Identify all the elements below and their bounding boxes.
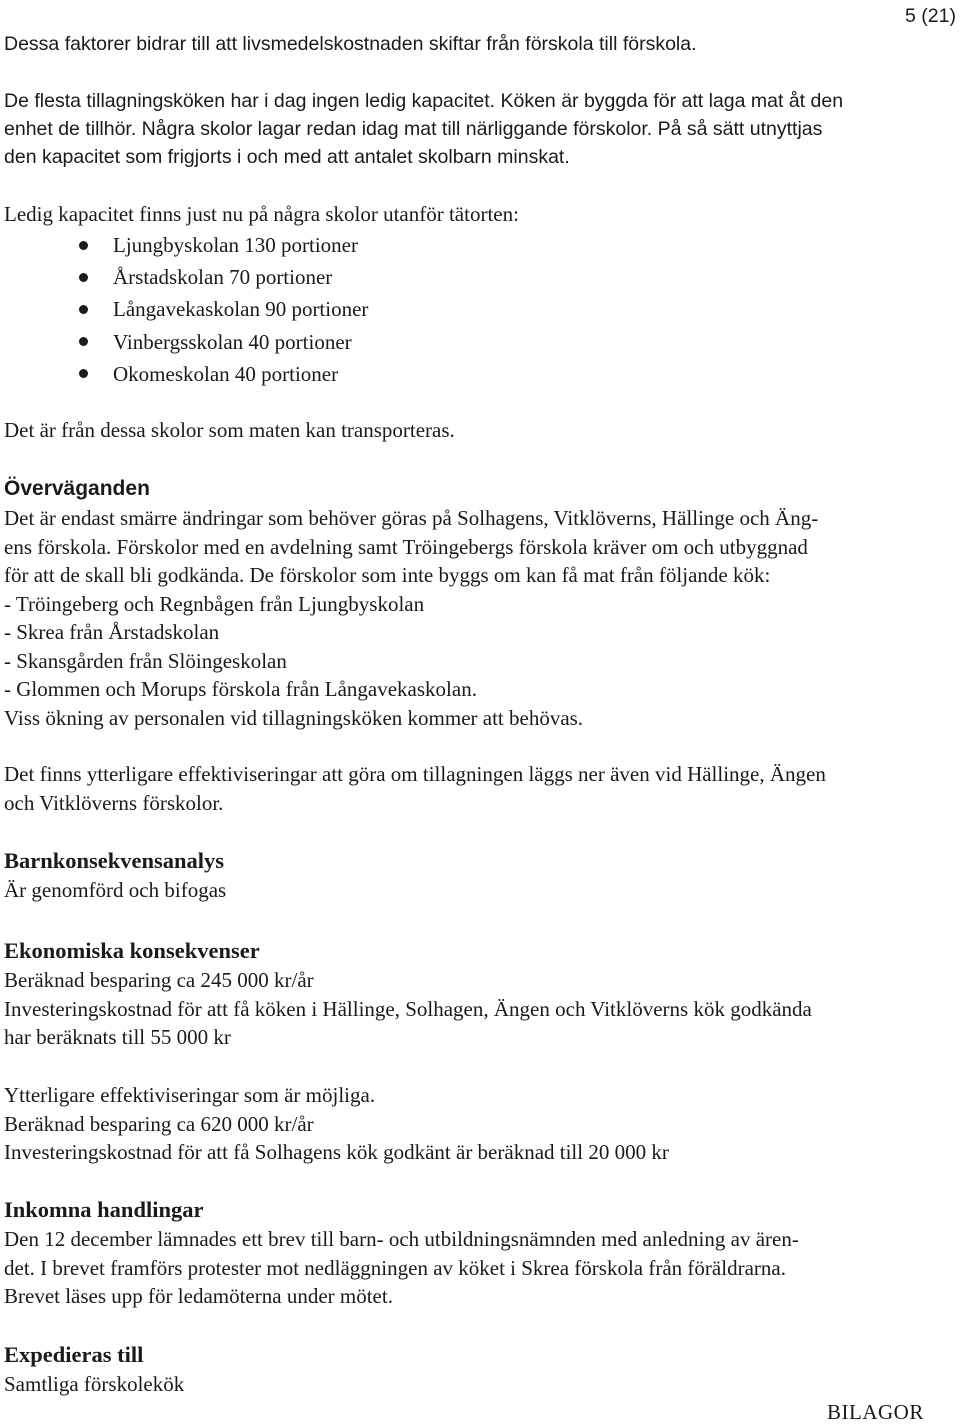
economic-line: Investeringskostnad för att få Solhagens kök godkänt är beräknad till 20 000 kr [4,1140,669,1164]
list-item [0,293,952,325]
list-item [0,229,952,261]
efficiency-line: Det finns ytterligare effektiviseringar att göra om tillagningen läggs ner även vid Hällinge, Ängen [4,762,826,786]
economic-body-a [4,966,952,1052]
child-impact-heading: Barnkonsekvensanalys [4,848,225,873]
efficiency-line: och Vitklöverns förskolor. [4,790,224,815]
considerations-body [4,504,952,732]
considerations-line: Det är endast smärre ändringar som behöver göras på Solhagens, Vitklöverns, Hällinge och Äng- [4,506,819,530]
dispatch-text: Samtliga förskolekök [4,1372,185,1396]
bullet-icon [79,305,88,314]
list-item [0,261,952,293]
economic-line: Beräknad besparing ca 620 000 kr/år [4,1111,314,1136]
considerations-line: - Skansgården från Slöingeskolan [4,648,287,673]
school-label: Okomeskolan 40 portioner [113,361,339,386]
school-label: Vinbergsskolan 40 portioner [113,329,352,354]
considerations-line: ens förskola. Förskolor med en avdelning samt Tröingebergs förskola kräver om och utbyggnad [4,534,808,559]
considerations-heading: Överväganden [4,477,150,500]
school-label: Årstadskolan 70 portioner [113,265,333,290]
considerations-line: - Glommen och Morups förskola från Långavekaskolan. [4,677,477,701]
efficiency-paragraph [4,760,952,817]
considerations-line: - Tröingeberg och Regnbågen från Ljungbyskolan [4,591,425,616]
list-item [0,358,952,390]
dispatch-heading: Expedieras till [4,1342,144,1367]
bullet-icon [79,369,88,378]
economic-line: Investeringskostnad för att få köken i Hällinge, Solhagen, Ängen och Vitklöverns kök godkända [4,996,812,1021]
child-impact-text: Är genomförd och bifogas [4,878,227,902]
economic-heading: Ekonomiska konsekvenser [4,938,260,963]
received-line: Den 12 december lämnades ett brev till barn- och utbildningsnämnden med anledning av ären- [4,1227,799,1251]
economic-line: har beräknats till 55 000 kr [4,1025,231,1049]
economic-line: Beräknad besparing ca 245 000 kr/år [4,968,314,992]
school-label: Ljungbyskolan 130 portioner [113,233,358,257]
list-item [0,326,952,358]
bullet-icon [79,273,88,282]
school-list [0,229,952,390]
capacity-line: den kapacitet som frigjorts i och med att antalet skolbarn minskat. [4,146,570,168]
page-number: 5 (21) [905,5,956,27]
transport-sentence: Det är från dessa skolor som maten kan transporteras. [4,418,455,442]
intro-sentence: Dessa faktorer bidrar till att livsmedelskostnaden skiftar från förskola till förskola. [4,33,697,55]
considerations-line: Viss ökning av personalen vid tillagningsköken kommer att behövas. [4,705,584,730]
received-documents-body [4,1225,952,1311]
received-line: Brevet läses upp för ledamöterna under mötet. [4,1284,393,1308]
capacity-paragraph [4,87,952,171]
considerations-line: - Skrea från Årstadskolan [4,620,220,644]
economic-body-b [4,1081,952,1167]
capacity-line: enhet de tillhör. Några skolor lagar redan idag mat till närliggande förskolor. På så sätt utnyttjas [4,118,823,140]
bullet-icon [79,337,88,346]
attachments-label: BILAGOR [827,1400,924,1424]
capacity-line: De flesta tillagningsköken har i dag ingen ledig kapacitet. Köken är byggda för att laga mat åt den [4,90,844,112]
bullet-icon [79,241,88,250]
received-line: det. I brevet framförs protester mot nedläggningen av köket i Skrea förskola från föräldrarna. [4,1255,786,1280]
economic-line: Ytterligare effektiviseringar som är möjliga. [4,1083,376,1107]
considerations-line: för att de skall bli godkända. De förskolor som inte byggs om kan få mat från följande kök: [4,563,771,587]
received-documents-heading: Inkomna handlingar [4,1197,204,1222]
free-capacity-intro: Ledig kapacitet finns just nu på några skolor utanför tätorten: [4,202,519,226]
school-label: Långavekaskolan 90 portioner [113,297,369,322]
